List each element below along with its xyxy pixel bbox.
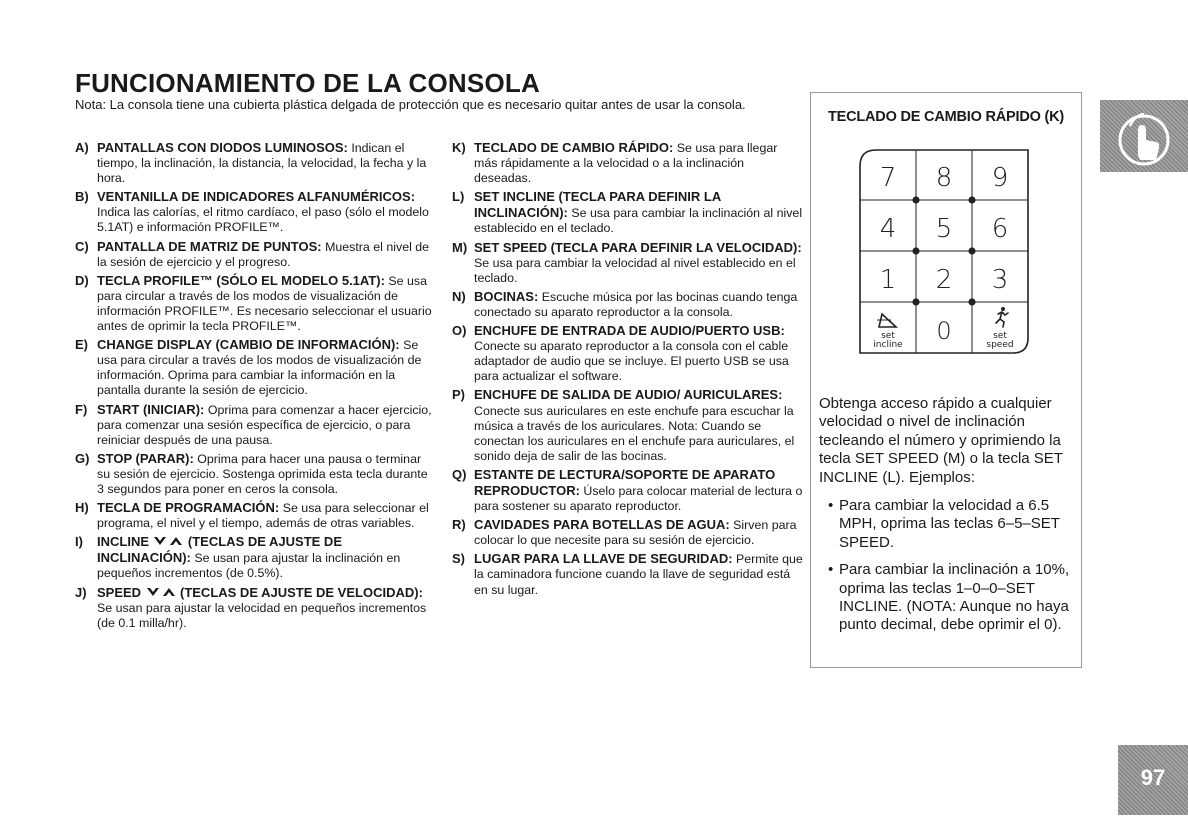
item-f (75, 402, 437, 448)
item-heading: CHANGE DISPLAY (CAMBIO DE INFORMACIÓN): (97, 337, 400, 353)
item-k (452, 140, 804, 186)
item-letter: Q) (452, 466, 467, 482)
item-a (75, 140, 437, 186)
keypad-description (819, 395, 1077, 644)
item-heading: STOP (PARAR): (97, 450, 194, 466)
item-j (75, 585, 437, 631)
item-p (452, 387, 804, 463)
set-speed-label-1: set (993, 331, 1007, 341)
item-s (452, 551, 804, 597)
bullet: • (828, 561, 834, 579)
intro-note: Nota: La consola tiene una cubierta plástica delgada de protección que es necesario quitar antes de usar la consola. (75, 97, 746, 112)
items-column-right (452, 140, 804, 601)
item-i (75, 534, 437, 581)
examples-list (819, 497, 1077, 635)
item-b (75, 189, 437, 235)
item-r (452, 517, 804, 548)
item-letter: B) (75, 189, 89, 205)
item-body: Se usa para cambiar la inclinación al nivel establecido en el teclado. (474, 206, 803, 236)
item-letter: A) (75, 140, 89, 155)
keypad-dot (912, 196, 919, 203)
item-body: Conecte su aparato reproductor a la consola con el cable adaptador de audio que se incluye. El puerto USB se usa para actualizar el software. (474, 339, 789, 384)
item-letter: H) (75, 500, 89, 516)
item-heading-cont: (TECLAS DE AJUSTE DE INCLINACIÓN): (97, 534, 342, 566)
item-letter: P) (452, 387, 465, 403)
item-body: Se usan para ajustar la velocidad en pequeños incrementos (de 0.1 milla/hr). (97, 600, 427, 630)
page-number: 97 (1118, 745, 1188, 815)
item-l (452, 189, 804, 236)
down-up-arrow-icon (153, 536, 183, 546)
key-8[interactable]: 8 (935, 163, 953, 193)
keypad-dot (968, 196, 975, 203)
example-item (819, 497, 1077, 552)
item-letter: M) (452, 239, 468, 255)
keypad-title: TECLADO DE CAMBIO RÁPIDO (K) (827, 109, 1065, 125)
item-letter: J) (75, 584, 87, 600)
item-heading: TECLADO DE CAMBIO RÁPIDO: (474, 140, 674, 155)
item-letter: O) (452, 323, 467, 339)
item-heading: ESTANTE DE LECTURA/SOPORTE DE APARATO REPRODUCTOR: (474, 466, 776, 498)
example-text: Para cambiar la inclinación a 10%, oprima las teclas 1–0–0–SET INCLINE. (NOTA: Aunque no haya punto decimal, debe oprimir el 0). (839, 561, 1070, 634)
item-letter: G) (75, 450, 90, 466)
item-letter: N) (452, 288, 466, 304)
item-body: Sirven para colocar lo que necesite para su sesión de ejercicio. (474, 518, 797, 548)
set-speed-label-2: speed (986, 340, 1014, 350)
key-4[interactable]: 4 (879, 214, 897, 244)
item-body: Úselo para colocar material de lectura o para sostener su aparato reproductor. (474, 483, 803, 514)
item-letter: K) (452, 140, 466, 155)
item-body: Permite que la caminadora funcione cuando la llave de seguridad está en su lugar. (474, 552, 803, 597)
item-letter: S) (452, 551, 465, 567)
incline-icon (877, 314, 896, 327)
item-body: Se usa para seleccionar el programa, el nivel y el tiempo, además de otras variables. (97, 501, 429, 531)
item-letter: F) (75, 401, 88, 417)
item-heading: INCLINE (97, 534, 149, 550)
item-body: Se usa para circular a través de los modos de visualización de información PROFILE™. Es necesario seleccionar el usuario antes de oprimir la tecla PROFILE™. (97, 273, 432, 334)
item-heading: LUGAR PARA LA LLAVE DE SEGURIDAD: (474, 551, 733, 567)
key-2[interactable]: 2 (935, 265, 953, 295)
item-body: Escuche música por las bocinas cuando tenga conectado su aparato reproductor a la consola. (474, 289, 798, 319)
item-heading: TECLA DE PROGRAMACIÓN: (97, 500, 280, 516)
item-body: Se usa para circular a través de los modos de visualización de información. Oprima para cambiar la información en la pantalla durante la sesión de ejercicio. (97, 338, 422, 398)
keypad-dot (968, 298, 975, 305)
item-e (75, 337, 437, 398)
key-1[interactable]: 1 (879, 265, 897, 295)
item-letter: C) (75, 238, 89, 254)
hand-pointer-icon (1100, 100, 1188, 172)
bullet: • (828, 497, 834, 515)
item-heading: SET INCLINE (TECLA PARA DEFINIR LA INCLINACIÓN): (474, 189, 721, 221)
item-heading: ENCHUFE DE ENTRADA DE AUDIO/PUERTO USB: (474, 323, 785, 339)
item-heading: START (INICIAR): (97, 401, 205, 417)
item-letter: L) (452, 189, 465, 205)
key-5[interactable]: 5 (935, 214, 953, 244)
key-3[interactable]: 3 (991, 265, 1009, 295)
key-6[interactable]: 6 (991, 214, 1009, 244)
keypad-dot (912, 298, 919, 305)
item-heading: SET SPEED (TECLA PARA DEFINIR LA VELOCIDAD): (474, 239, 802, 255)
set-incline-label-2: incline (873, 340, 903, 350)
item-letter: D) (75, 272, 89, 288)
item-body: Oprima para comenzar a hacer ejercicio, para comenzar una sesión específica de ejercicio, o para reiniciar después de una pausa. (97, 402, 432, 447)
item-body: Conecte sus auriculares en este enchufe para escuchar la música a través de los auriculares. Nota: Cuando se conectan los auriculares en el enchufe para auriculares, el sonido deja de salir de las bocinas. (474, 403, 795, 463)
item-d (75, 273, 437, 334)
item-body: Muestra el nivel de la sesión de ejercicio y el progreso. (97, 239, 430, 269)
key-9[interactable]: 9 (991, 163, 1009, 193)
items-column-left (75, 140, 437, 634)
item-g (75, 451, 437, 497)
item-heading: PANTALLAS CON DIODOS LUMINOSOS: (97, 140, 348, 155)
item-letter: I) (75, 534, 83, 550)
keypad-dot (968, 247, 975, 254)
runner-icon (996, 307, 1008, 327)
keypad-body-text: Obtenga acceso rápido a cualquier velocidad o nivel de inclinación tecleando el número y oprimiendo la tecla SET SPEED (M) o la tecla SET INCLINE (L). Ejemplos: (819, 395, 1063, 486)
key-7[interactable]: 7 (879, 163, 897, 193)
item-body: Se usa para cambiar la velocidad al nivel establecido en el teclado. (474, 255, 796, 285)
item-body: Oprima para hacer una pausa o terminar su sesión de ejercicio. Sostenga oprimida esta tecla durante 3 segundos para poner en ceros la consola. (97, 451, 428, 496)
item-letter: R) (452, 517, 466, 533)
quick-keypad-panel (810, 92, 1082, 668)
example-item (819, 561, 1077, 635)
item-body: Indican el tiempo, la inclinación, la distancia, la velocidad, la fecha y la hora. (97, 141, 427, 186)
item-heading: TECLA PROFILE™ (SÓLO EL MODELO 5.1AT): (97, 272, 385, 288)
set-incline-label-1: set (881, 331, 895, 341)
item-heading-cont: (TECLAS DE AJUSTE DE VELOCIDAD): (179, 584, 423, 600)
item-body: Se usan para ajustar la inclinación en pequeños incrementos (de 0.5%). (97, 551, 401, 581)
item-q (452, 467, 804, 514)
item-heading: CAVIDADES PARA BOTELLAS DE AGUA: (474, 517, 730, 533)
item-letter: E) (75, 337, 88, 353)
item-body: Indica las calorías, el ritmo cardíaco, el paso (sólo el modelo 5.1AT) e información PROFILE™. (97, 205, 429, 235)
item-o (452, 323, 804, 384)
item-n (452, 289, 804, 320)
item-heading: BOCINAS: (474, 288, 539, 304)
key-0[interactable]: 0 (936, 317, 952, 345)
item-c (75, 239, 437, 270)
item-heading: PANTALLA DE MATRIZ DE PUNTOS: (97, 238, 322, 254)
page-title: FUNCIONAMIENTO DE LA CONSOLA (75, 68, 540, 98)
keypad-dot (912, 247, 919, 254)
keypad-diagram (858, 148, 1036, 363)
item-heading: SPEED (97, 584, 142, 600)
down-up-arrow-icon (146, 587, 176, 597)
example-text: Para cambiar la velocidad a 6.5 MPH, oprima las teclas 6–5–SET SPEED. (839, 497, 1060, 551)
item-h (75, 500, 437, 531)
item-heading: ENCHUFE DE SALIDA DE AUDIO/ AURICULARES: (474, 387, 783, 403)
item-m (452, 240, 804, 286)
item-body: Se usa para llegar más rápidamente a la velocidad o a la inclinación deseadas. (474, 141, 778, 186)
item-heading: VENTANILLA DE INDICADORES ALFANUMÉRICOS: (97, 189, 416, 205)
